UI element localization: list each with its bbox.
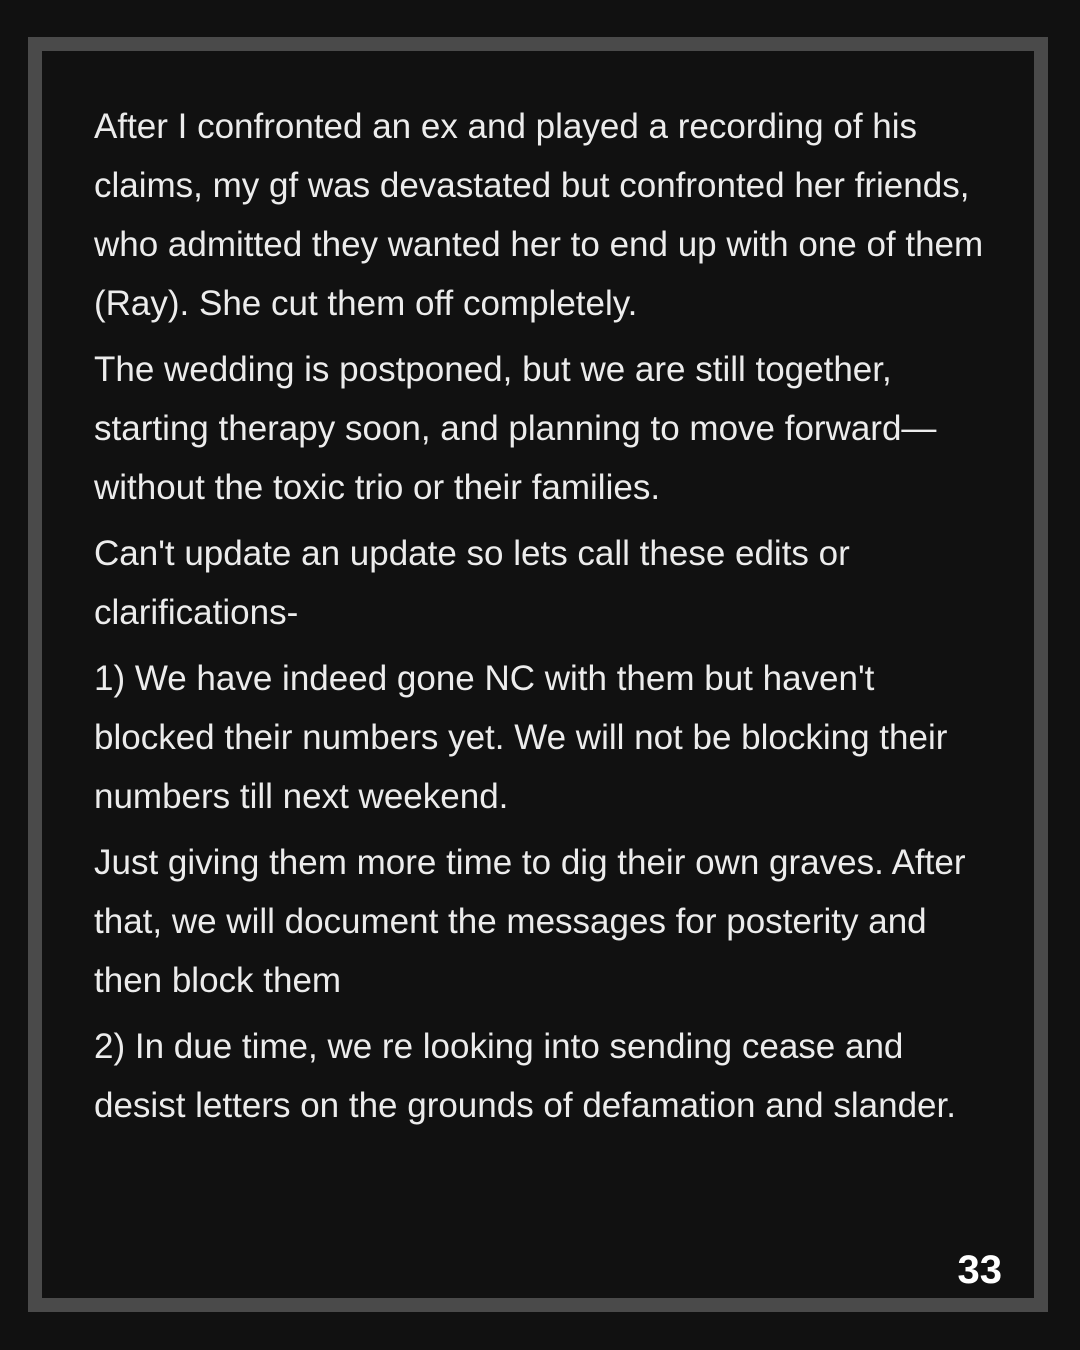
text-card xyxy=(28,37,1048,1312)
story-text xyxy=(94,97,994,1142)
paragraph-confrontation: After I confronted an ex and played a recording of his claims, my gf was devastated but confronted her friends, who admitted they wanted her to end up with one of them (Ray). She cut them off completely. xyxy=(94,107,984,323)
paragraph-document-messages: Just giving them more time to dig their own graves. After that, we will document the messages for posterity and then block them xyxy=(94,843,966,1000)
paragraph-edits-intro: Can't update an update so lets call these edits or clarifications- xyxy=(94,534,850,632)
paragraph-wedding-postponed: The wedding is postponed, but we are still together, starting therapy soon, and planning to move forward—without the toxic trio or their families. xyxy=(94,350,937,507)
page-number: 33 xyxy=(957,1248,1002,1292)
paragraph-clarification-2: 2) In due time, we re looking into sending cease and desist letters on the grounds of defamation and slander. xyxy=(94,1027,956,1125)
paragraph-clarification-1: 1) We have indeed gone NC with them but haven't blocked their numbers yet. We will not be blocking their numbers till next weekend. xyxy=(94,659,948,816)
